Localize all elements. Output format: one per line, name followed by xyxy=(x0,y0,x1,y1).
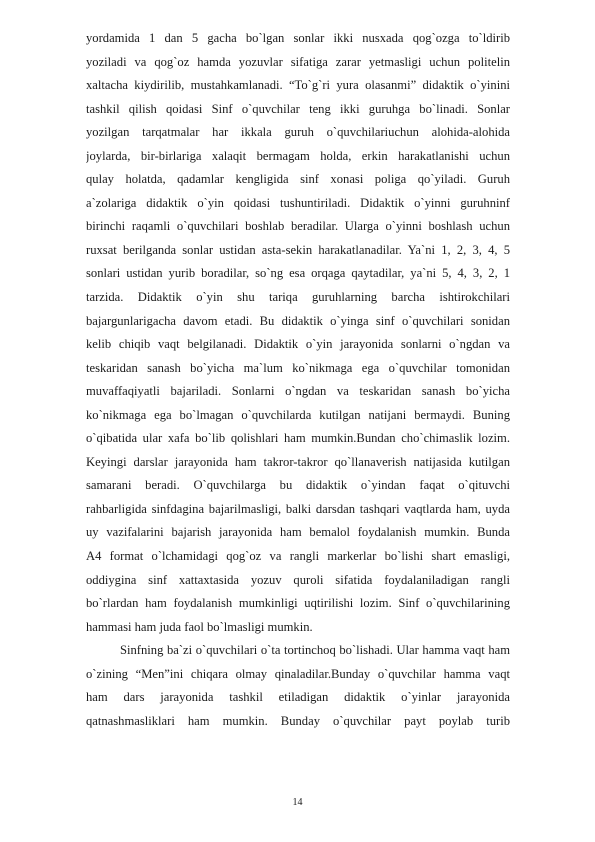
body-text xyxy=(86,27,510,733)
text-line: muvaffaqiyatli bajariladi. Sonlarni o`ngdan va teskaridan sanash bo`yicha xyxy=(86,384,510,399)
text-line: hammasi ham juda faol bo`lmasligi mumkin. xyxy=(86,619,313,634)
text-line: o`zining “Men”ini chiqara olmay qinaladilar.Bunday o`quvchilar hamma vaqt xyxy=(86,666,510,681)
paragraph-2 xyxy=(86,639,510,733)
text-line: yoziladi va qog`oz hamda yozuvlar sifatiga zarar yetmasligi uchun politelin xyxy=(86,54,510,69)
text-line: ham dars jarayonida tashkil etiladigan didaktik o`yinlar jarayonida xyxy=(86,690,510,705)
text-line: tashkil qilish qoidasi Sinf o`quvchilar teng ikki guruhga bo`linadi. Sonlar xyxy=(86,101,510,116)
text-line: ko`nikmaga ega bo`lmagan o`quvchilarda kutilgan natijani bermaydi. Buning xyxy=(86,407,510,422)
text-line: joylarda, bir-birlariga xalaqit bermagam holda, erkin harakatlanishi uchun xyxy=(86,148,510,163)
text-line: teskaridan sanash bo`yicha ma`lum ko`nikmaga ega o`quvchilar tomonidan xyxy=(86,360,510,375)
text-line: ruxsat berilganda sonlar ustidan asta-sekin harakatlanadilar. Ya`ni 1, 2, 3, 4, 5 xyxy=(86,242,510,257)
text-line: uy vazifalarini bajarish jarayonida ham bemalol foydalanish mumkin. Bunda xyxy=(86,525,510,540)
text-line: yordamida 1 dan 5 gacha bo`lgan sonlar ikki nusxada qog`ozga to`ldirib xyxy=(86,31,510,45)
text-line: qatnashmasliklari ham mumkin. Bunday o`quvchilar payt poylab turib xyxy=(86,713,510,728)
paragraph-1 xyxy=(86,27,510,639)
text-line: bajargunlarigacha davom etadi. Bu didaktik o`yinga sinf o`quvchilari sonidan xyxy=(86,313,510,328)
text-line: rahbarligida sinfdagina bajarilmasligi, balki darsdan tashqari vaqtlarda ham, uyda xyxy=(86,501,510,516)
text-line: tarzida. Didaktik o`yin shu tariqa guruhlarning barcha ishtirokchilari xyxy=(86,290,510,305)
text-line: sonlari ustidan yurib boradilar, so`ng esa orqaga qaytadilar, ya`ni 5, 4, 3, 2, 1 xyxy=(86,266,510,281)
text-line: o`qibatida ular xafa bo`lib qolishlari ham mumkin.Bundan cho`chimaslik lozim. xyxy=(86,431,510,446)
text-line: yozilgan tarqatmalar har ikkala guruh o`quvchilariuchun alohida-alohida xyxy=(86,125,510,140)
page-number: 14 xyxy=(292,797,303,808)
text-line: Keyingi darslar jarayonida ham takror-takror qo`llanaverish natijasida kutilgan xyxy=(86,454,510,469)
text-line: samarani beradi. O`quvchilarga bu didaktik o`yindan faqat o`qituvchi xyxy=(86,478,510,493)
text-line: birinchi raqamli o`quvchilari boshlab beradilar. Ularga o`yinni boshlash uchun xyxy=(86,219,510,234)
text-line: qulay holatda, qadamlar kengligida sinf xonasi poliga qo`yiladi. Guruh xyxy=(86,172,510,187)
text-line: xaltacha kiydirilib, mustahkamlanadi. “To`g`ri yura olasanmi” didaktik o`yinini xyxy=(86,78,510,93)
text-line: kelib chiqib vaqt belgilanadi. Didaktik o`yin jarayonida sonlarni o`ngdan va xyxy=(86,337,510,352)
text-line: bo`rlardan ham foydalanish mumkinligi uqtirilishi lozim. Sinf o`quvchilarining xyxy=(86,596,510,611)
text-line: Sinfning ba`zi o`quvchilari o`ta tortinchoq bo`lishadi. Ular hamma vaqt ham xyxy=(120,643,510,658)
text-line: a`zolariga didaktik o`yin qoidasi tushuntiriladi. Didaktik o`yinni guruhninf xyxy=(86,195,510,210)
text-line: A4 format o`lchamidagi qog`oz va rangli markerlar bo`lishi shart emasligi, xyxy=(86,549,510,564)
text-line: oddiygina sinf xattaxtasida yozuv quroli sifatida foydalaniladigan rangli xyxy=(86,572,510,587)
